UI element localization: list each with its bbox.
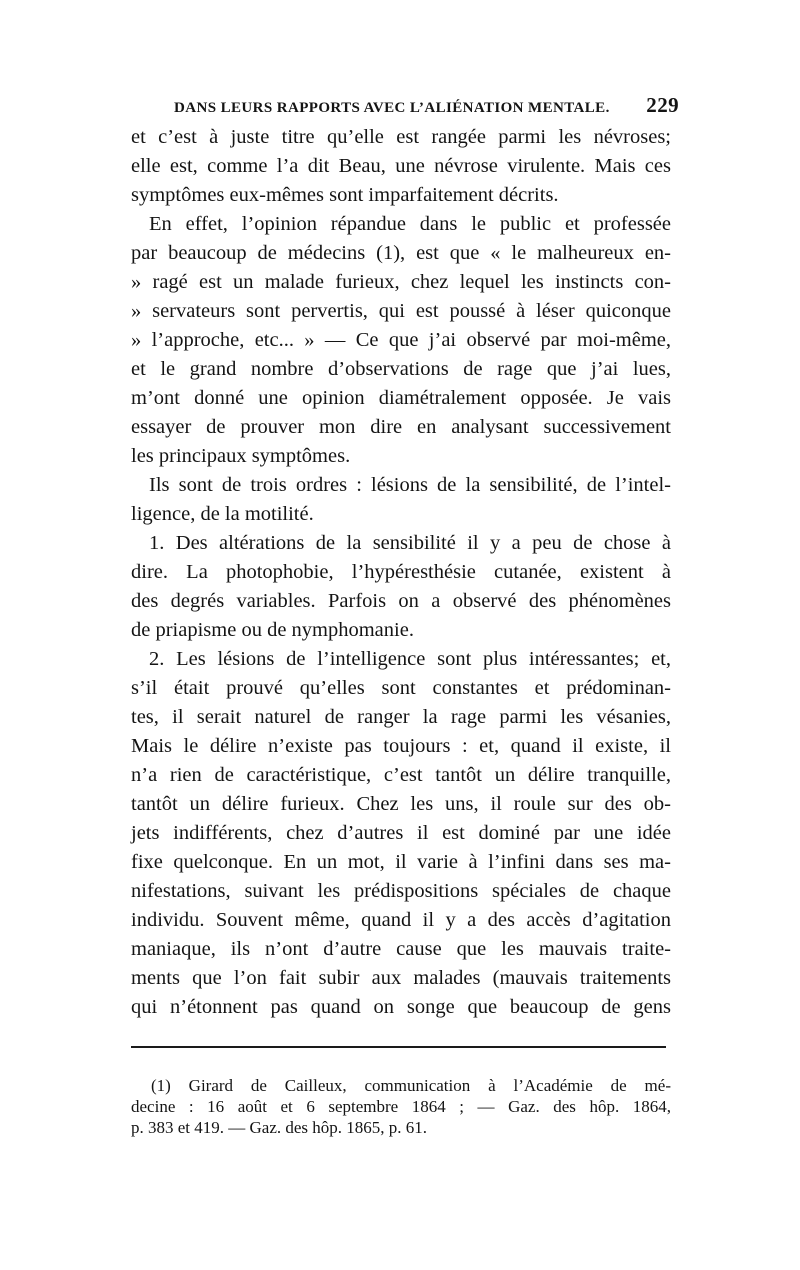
text-line: maniaque, ils n’ont d’autre cause que les mauvais traite- xyxy=(131,938,671,960)
text-line: » ragé est un malade furieux, chez lequel les instincts con- xyxy=(131,271,671,293)
footnote xyxy=(131,1075,671,1138)
page-number: 229 xyxy=(646,93,679,117)
text-line: tantôt un délire furieux. Chez les uns, il roule sur des ob- xyxy=(131,793,671,815)
text-line: 2. Les lésions de l’intelligence sont plus intéressantes; et, xyxy=(149,648,671,670)
text-line: ments que l’on fait subir aux malades (mauvais traitements xyxy=(131,967,671,989)
footnote-line: p. 383 et 419. — Gaz. des hôp. 1865, p. 61. xyxy=(131,1118,428,1137)
text-line: tes, il serait naturel de ranger la rage parmi les vésanies, xyxy=(131,706,671,728)
text-line: m’ont donné une opinion diamétralement opposée. Je vais xyxy=(131,387,671,409)
text-line: ligence, de la motilité. xyxy=(131,503,314,525)
text-line: de priapisme ou de nymphomanie. xyxy=(131,619,414,641)
text-line: elle est, comme l’a dit Beau, une névrose virulente. Mais ces xyxy=(131,155,671,177)
text-line: » l’approche, etc... » — Ce que j’ai observé par moi-même, xyxy=(131,329,671,351)
text-line: » servateurs sont pervertis, qui est poussé à léser quiconque xyxy=(131,300,671,322)
text-line: Ils sont de trois ordres : lésions de la sensibilité, de l’intel- xyxy=(149,474,671,496)
text-line: par beaucoup de médecins (1), est que « le malheureux en- xyxy=(131,242,671,264)
text-line: des degrés variables. Parfois on a observé des phénomènes xyxy=(131,590,671,612)
text-line: symptômes eux-mêmes sont imparfaitement décrits. xyxy=(131,184,559,206)
text-line: s’il était prouvé qu’elles sont constantes et prédominan- xyxy=(131,677,671,699)
text-line: nifestations, suivant les prédispositions spéciales de chaque xyxy=(131,880,671,902)
text-line: 1. Des altérations de la sensibilité il y a peu de chose à xyxy=(149,532,671,554)
text-line: Mais le délire n’existe pas toujours : et, quand il existe, il xyxy=(131,735,671,757)
text-line: qui n’étonnent pas quand on songe que beaucoup de gens xyxy=(131,996,671,1018)
text-line: essayer de prouver mon dire en analysant successivement xyxy=(131,416,671,438)
footnote-line: (1) Girard de Cailleux, communication à l’Académie de mé- xyxy=(151,1076,671,1095)
text-line: n’a rien de caractéristique, c’est tantôt un délire tranquille, xyxy=(131,764,671,786)
text-line: individu. Souvent même, quand il y a des accès d’agitation xyxy=(131,909,671,931)
text-line: les principaux symptômes. xyxy=(131,445,351,467)
footnote-line: decine : 16 août et 6 septembre 1864 ; — Gaz. des hôp. 1864, xyxy=(131,1097,671,1116)
text-line: fixe quelconque. En un mot, il varie à l’infini dans ses ma- xyxy=(131,851,671,873)
running-title: DANS LEURS RAPPORTS AVEC L’ALIÉNATION MENTALE. xyxy=(174,100,610,116)
text-line: En effet, l’opinion répandue dans le public et professée xyxy=(149,213,671,235)
text-line: dire. La photophobie, l’hypéresthésie cutanée, existent à xyxy=(131,561,671,583)
text-line: et le grand nombre d’observations de rage que j’ai lues, xyxy=(131,358,671,380)
main-text xyxy=(131,123,671,1022)
footnote-divider xyxy=(131,1046,666,1048)
running-header xyxy=(174,93,679,118)
text-line: jets indifférents, chez d’autres il est dominé par une idée xyxy=(131,822,671,844)
text-line: et c’est à juste titre qu’elle est rangée parmi les névroses; xyxy=(131,126,671,148)
